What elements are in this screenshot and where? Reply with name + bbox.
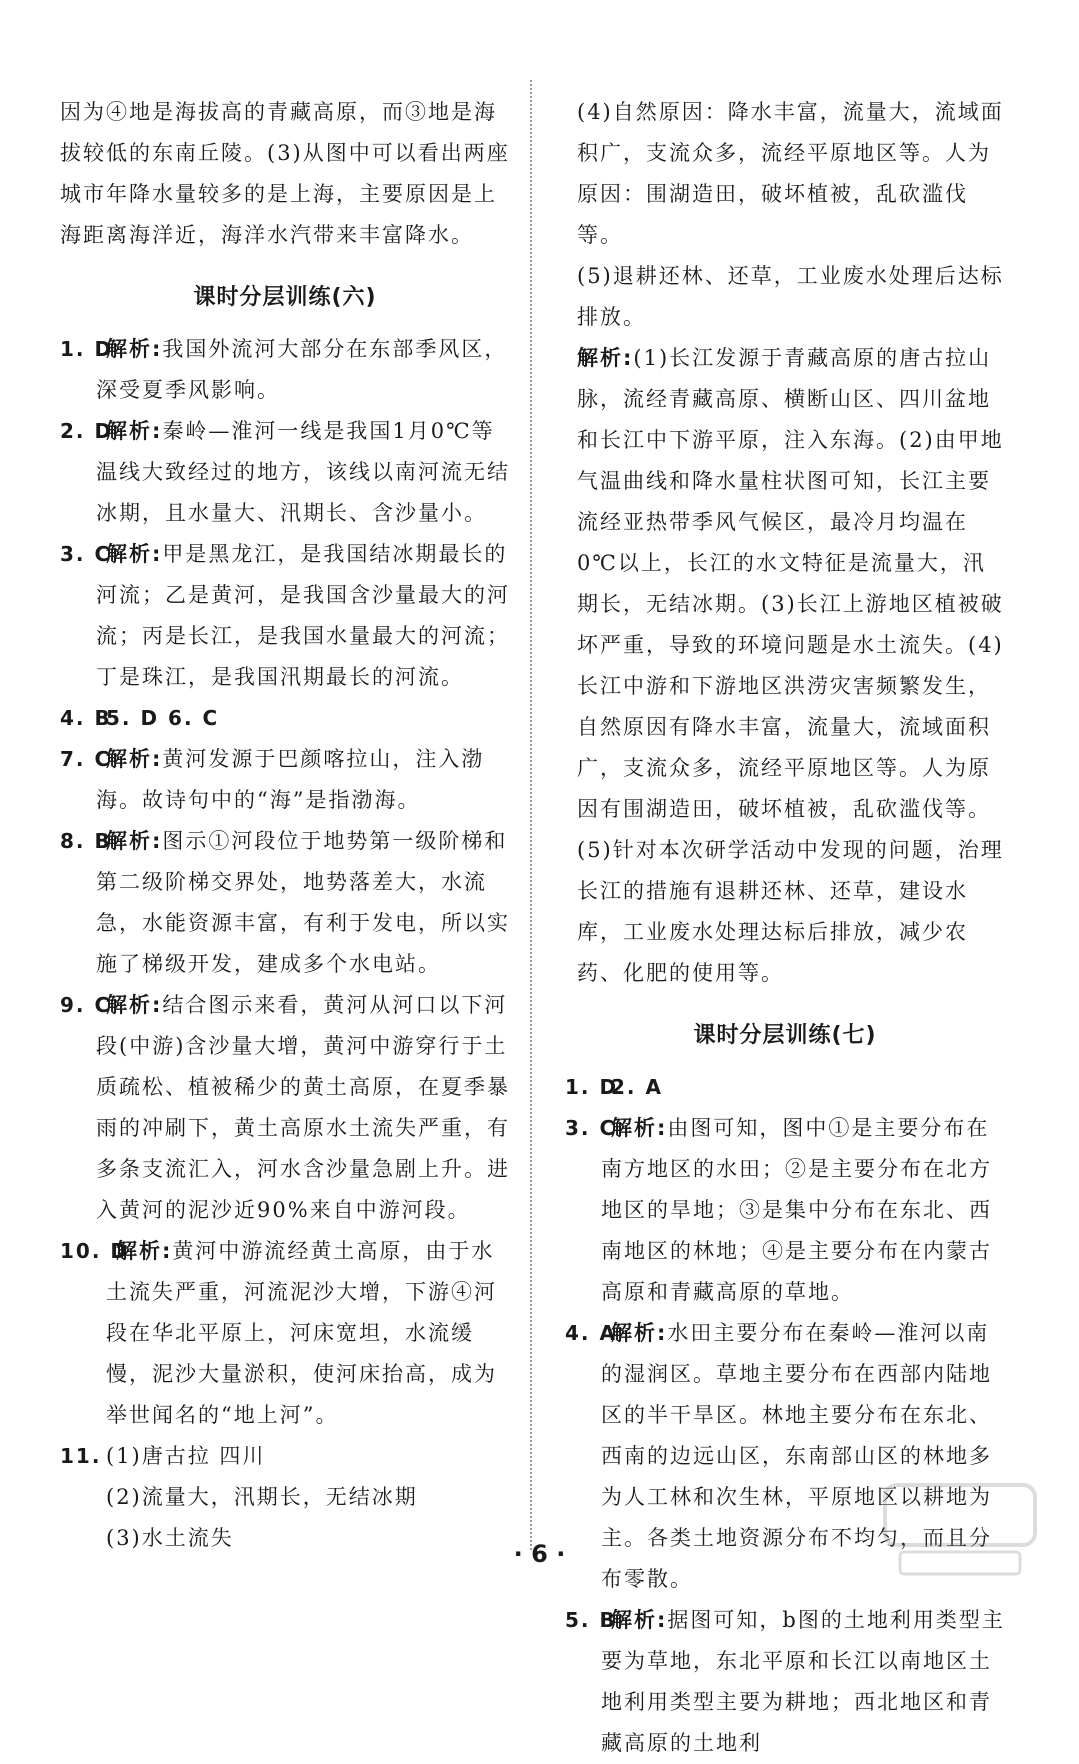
answer-item: 1. D 2. A: [565, 1075, 663, 1099]
sub-answer: (2)流量大，汛期长，无结冰期: [106, 1485, 418, 1509]
answer-part-5: (5)退耕还林、还草，工业废水处理后达标排放。: [577, 264, 1004, 329]
answer-item: 2. D 解析:秦岭—淮河一线是我国1月0℃等温线大致经过的地方，该线以南河流无结冰期，且水量大、汛期长、含沙量小。: [60, 419, 510, 525]
answer-item: 3. C 解析:由图可知，图中①是主要分布在南方地区的水田；②是主要分布在北方地区的旱地；③是集中分布在东北、西南地区的林地；④是主要分布在内蒙古高原和青藏高原的草地。: [565, 1116, 992, 1304]
answer-part-4: (4)自然原因：降水丰富，流量大，流域面积广，支流众多，流经平原地区等。人为原因：围湖造田，破坏植被，乱砍滥伐等。: [577, 100, 1004, 247]
left-column: [60, 92, 510, 1559]
answer-item: 4. B 5. D 6. C: [60, 706, 220, 730]
answer-item: 9. C 解析:结合图示来看，黄河从河口以下河段(中游)含沙量大增，黄河中游穿行于土质疏松、植被稀少的黄土高原，在夏季暴雨的冲刷下，黄土高原水土流失严重，有多条支流汇入，河水含沙量急剧上升。进入黄河的泥沙近90%来自中游河段。: [60, 993, 510, 1222]
answer-item: 7. C 解析:黄河发源于巴颜喀拉山，注入渤海。故诗句中的“海”是指渤海。: [60, 747, 485, 812]
section-heading-6: 课时分层训练(六): [193, 285, 377, 310]
analysis-paragraph: 解析:(1)长江发源于青藏高原的唐古拉山脉，流经青藏高原、横断山区、四川盆地和长江中下游平原，注入东海。(2)由甲地气温曲线和降水量柱状图可知，长江主要流经亚热带季风气候区，最冷月均温在0℃以上，长江的水文特征是流量大，汛期长，无结冰期。(3)长江上游地区植被破坏严重，导致的环境问题是水土流失。(4)长江中游和下游地区洪涝灾害频繁发生，自然原因有降水丰富，流量大，流域面积广，支流众多，流经平原地区等。人为原因有围湖造田，破坏植被，乱砍滥伐等。(5)针对本次研学活动中发现的问题，治理长江的措施有退耕还林、还草，建设水库，工业废水处理达标后排放，减少农药、化肥的使用等。: [577, 346, 1004, 985]
answer-item: 3. C 解析:甲是黑龙江，是我国结冰期最长的河流；乙是黄河，是我国含沙量最大的河流；丙是长江，是我国水量最大的河流；丁是珠江，是我国汛期最长的河流。: [60, 542, 510, 689]
answer-item: 8. B 解析:图示①河段位于地势第一级阶梯和第二级阶梯交界处，地势落差大，水流急，水能资源丰富，有利于发电，所以实施了梯级开发，建成多个水电站。: [60, 829, 510, 976]
column-divider: [530, 80, 532, 1550]
answer-item: 5. B 解析:据图可知，b图的土地利用类型主要为草地，东北平原和长江以南地区土地利用类型主要为耕地；西北地区和青藏高原的土地利: [565, 1608, 1005, 1755]
page-number: · 6 ·: [513, 1540, 566, 1568]
section-heading-7: 课时分层训练(七): [693, 1023, 877, 1048]
answer-item: 4. A 解析:水田主要分布在秦岭—淮河以南的湿润区。草地主要分布在西部内陆地区的半干旱区。林地主要分布在东北、西南的边远山区，东南部山区的林地多为人工林和次生林，平原地区以耕地为主。各类土地资源分布不均匀，而且分布零散。: [565, 1321, 992, 1591]
watermark-logo: [880, 1480, 1040, 1580]
answer-item: 1. D 解析:我国外流河大部分在东部季风区，深受夏季风影响。: [60, 337, 508, 402]
answer-item: 10. D 解析:黄河中游流经黄土高原，由于水土流失严重，河流泥沙大增，下游④河段在华北平原上，河床宽坦，水流缓慢，泥沙大量淤积，使河床抬高，成为举世闻名的“地上河”。: [60, 1239, 497, 1427]
sub-answer: (3)水土流失: [106, 1526, 234, 1550]
answer-item: 11. (1)唐古拉 四川: [60, 1444, 266, 1468]
intro-paragraph: 因为④地是海拔高的青藏高原，而③地是海拔较低的东南丘陵。(3)从图中可以看出两座城市年降水量较多的是上海，主要原因是上海距离海洋近，海洋水汽带来丰富降水。: [60, 100, 510, 247]
